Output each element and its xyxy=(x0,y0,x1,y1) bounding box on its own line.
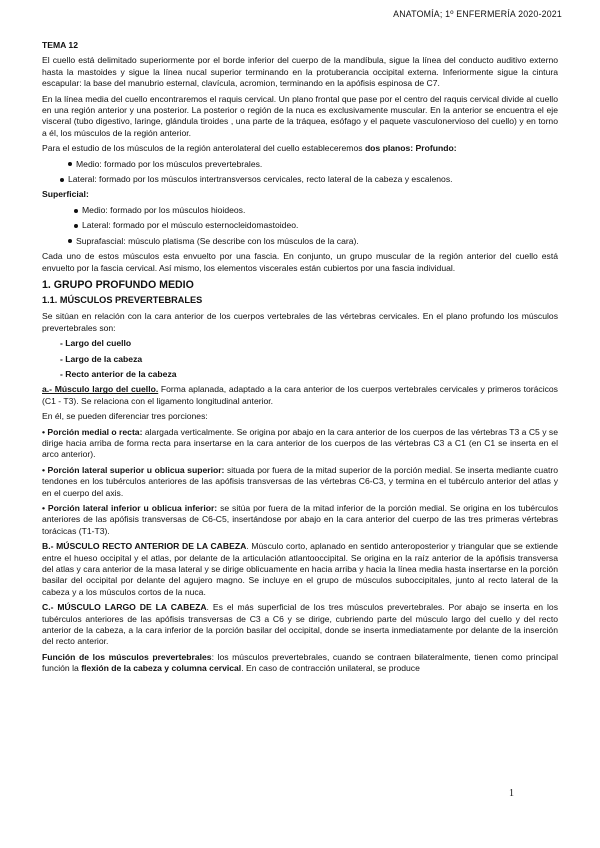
list-item-text: Medio: formado por los músculos hioideos. xyxy=(82,204,246,215)
porcion-inferior-title: • Porción lateral inferior u oblicua inferior: xyxy=(42,503,218,513)
funcion-text: : los músculos prevertebrales, cuando se contraen bilateralmente, tienen como principal función la xyxy=(42,651,558,674)
paragraph-porcion-medial xyxy=(42,427,558,461)
largo-cuello-title: a.- Músculo largo del cuello. xyxy=(42,384,159,395)
bullet-icon xyxy=(68,162,72,166)
paragraph-porcion-inferior xyxy=(42,503,558,537)
page-number: 1 xyxy=(509,788,514,799)
funcion-bold: flexión de la cabeza y columna cervical xyxy=(81,663,242,674)
tema-title: TEMA 12 xyxy=(42,40,78,50)
bullet-icon xyxy=(74,224,78,228)
list-item: - Largo de la cabeza xyxy=(60,353,143,364)
paragraph-largo-cuello xyxy=(42,384,558,407)
bullet-icon xyxy=(74,209,78,213)
superficial-label: Superficial: xyxy=(42,189,89,200)
subsection-heading: 1.1. MÚSCULOS PREVERTEBRALES xyxy=(42,294,203,305)
porcion-superior-title: • Porción lateral superior u oblicua superior: xyxy=(42,464,225,475)
paragraph-planes xyxy=(42,143,558,154)
list-item xyxy=(42,159,558,170)
list-item-text: Lateral: formado por el músculo esternocleidomastoideo. xyxy=(82,220,299,231)
paragraph-largo-cabeza xyxy=(42,602,558,648)
largo-cuello-text: Forma aplanada, adaptado a la cara anterior de los cuerpos vertebrales cervicales y primeros torácicos (C1 - T3). Se relaciona con el ligamento longitudinal anterior. xyxy=(42,384,558,406)
paragraph-porciones: En él, se pueden diferenciar tres porciones: xyxy=(42,411,208,422)
list-item xyxy=(42,220,558,231)
list-item xyxy=(42,205,558,216)
paragraph-recto-anterior xyxy=(42,541,558,598)
porcion-medial-title: • Porción medial o recta: xyxy=(42,426,143,437)
largo-cabeza-text: . Es el más superficial de los tres músculos prevertebrales. Por abajo se inserta en los tubérculos anteriores de las apófisis transversas de C3 a C6 y se dirige, cubriendo parte del músculo largo del cuello y del recto anterior de la cabeza, a la cara inferior de la porción basilar del occipital, donde se inserta inmediatamente por delante de la inserción del recto anterior. xyxy=(42,602,558,647)
list-item xyxy=(42,174,558,185)
largo-cabeza-title: C.- MÚSCULO LARGO DE LA CABEZA xyxy=(42,602,207,613)
funcion-text-end: . En caso de contracción unilateral, se produce xyxy=(241,663,420,674)
list-item-text: Lateral: formado por los músculos intertransversos cervicales, recto lateral de la cabeza y escalenos. xyxy=(68,174,453,185)
recto-anterior-text: . Músculo corto, aplanado en sentido anteroposterior y triangular que se extiende entre el hueso occipital y el atlas, por delante de la articulación atlantooccipital. Se origina en la raíz anterior de la apófisis transversa del atlas y cara anterior de la masa lateral y se dirige oblicuamente en hacia arriba y hacia la línea media hasta insertarse en la porción basilar del occipital por delante del agujero magno. Se incluye en el grupo de músculos suboccipitales, junto al recto lateral de la cabeza y a los músculos cortos de la nuca. xyxy=(42,541,558,597)
bullet-icon xyxy=(60,178,64,182)
list-item xyxy=(42,236,558,247)
running-header: ANATOMÍA; 1º ENFERMERÍA 2020-2021 xyxy=(393,9,562,19)
section-heading: 1. GRUPO PROFUNDO MEDIO xyxy=(42,278,194,291)
document-body xyxy=(42,40,558,679)
paragraph-midline: En la línea media del cuello encontraremos el raquis cervical. Un plano frontal que pase por el centro del raquis cervical divide al cuello en una región anterior y una posterior. La posterior o región de la nuca es exclusivamente muscular. En la anterior se encuentra el eje visceral (tubo digestivo, laringe, glándula tiroides , una parte de la tráquea, esófago y el paquete vasculonervioso del cuello) y en torno a él, los músculos de la región anterior. xyxy=(42,93,558,138)
list-item: - Recto anterior de la cabeza xyxy=(60,368,177,379)
paragraph-porcion-superior xyxy=(42,465,558,499)
list-item-text: Suprafascial: músculo platisma (Se describe con los músculos de la cara). xyxy=(76,235,359,246)
porcion-superior-text: situada por fuera de la mitad superior de la porción medial. Se inserta mediante cuatro tendones en los tubérculos anteriores de las apófisis transversas de las vértebras C6-C3, y termina en el tubérculo anterior del atlas y en el cuerpo del axis. xyxy=(42,464,559,498)
list-item: - Largo del cuello xyxy=(60,338,132,349)
recto-anterior-title: B.- MÚSCULO RECTO ANTERIOR DE LA CABEZA xyxy=(42,541,247,552)
bullet-icon xyxy=(68,239,72,243)
porcion-medial-text: alargada verticalmente. Se origina por abajo en la cara anterior de los cuerpos de las vértebras T3 a C5 y se dirige hacia arriba de forma recta para insertarse en la cara anterior de los cuerpos de las vértebras C3 a C1 (en C1 se inserta en el arco anterior). xyxy=(42,426,558,460)
planes-bold: dos planos: Profundo: xyxy=(364,143,457,154)
funcion-title: Función de los músculos prevertebrales xyxy=(42,651,212,662)
paragraph-limits: El cuello está delimitado superiormente por el borde inferior del cuerpo de la mandíbula, sigue la línea del conducto auditivo externo hasta la mastoides y sigue la línea nucal superior terminando en la protuberancia occipital externa. Inferiormente sigue la cintura escapular: la base del manubrio esternal, clavícula, acromion, terminando en la apófisis espinosa de C7. xyxy=(42,55,558,89)
porcion-inferior-text: se sitúa por fuera de la mitad inferior de la porción medial. Se origina en los tubérculos anteriores de las apófisis transversas de C6-C5, insertándose por abajo en la cara anterior del cuerpo de las tres primeras vértebras torácicas (T1-T3). xyxy=(42,503,558,536)
paragraph-prevertebral: Se sitúan en relación con la cara anterior de los cuerpos vertebrales de las vértebras cervicales. En el plano profundo los músculos prevertebrales son: xyxy=(42,311,558,333)
paragraph-fascia: Cada uno de estos músculos esta envuelto por una fascia. En conjunto, un grupo muscular de la región anterior del cuello está envuelto por la fascia cervical. Así mismo, los elementos viscerales están cubiertos por una fascia individual. xyxy=(42,251,558,273)
paragraph-funcion xyxy=(42,652,558,675)
list-item-text: Medio: formado por los músculos prevertebrales. xyxy=(76,158,263,169)
planes-lead: Para el estudio de los músculos de la región anterolateral del cuello estableceremos xyxy=(42,143,365,154)
